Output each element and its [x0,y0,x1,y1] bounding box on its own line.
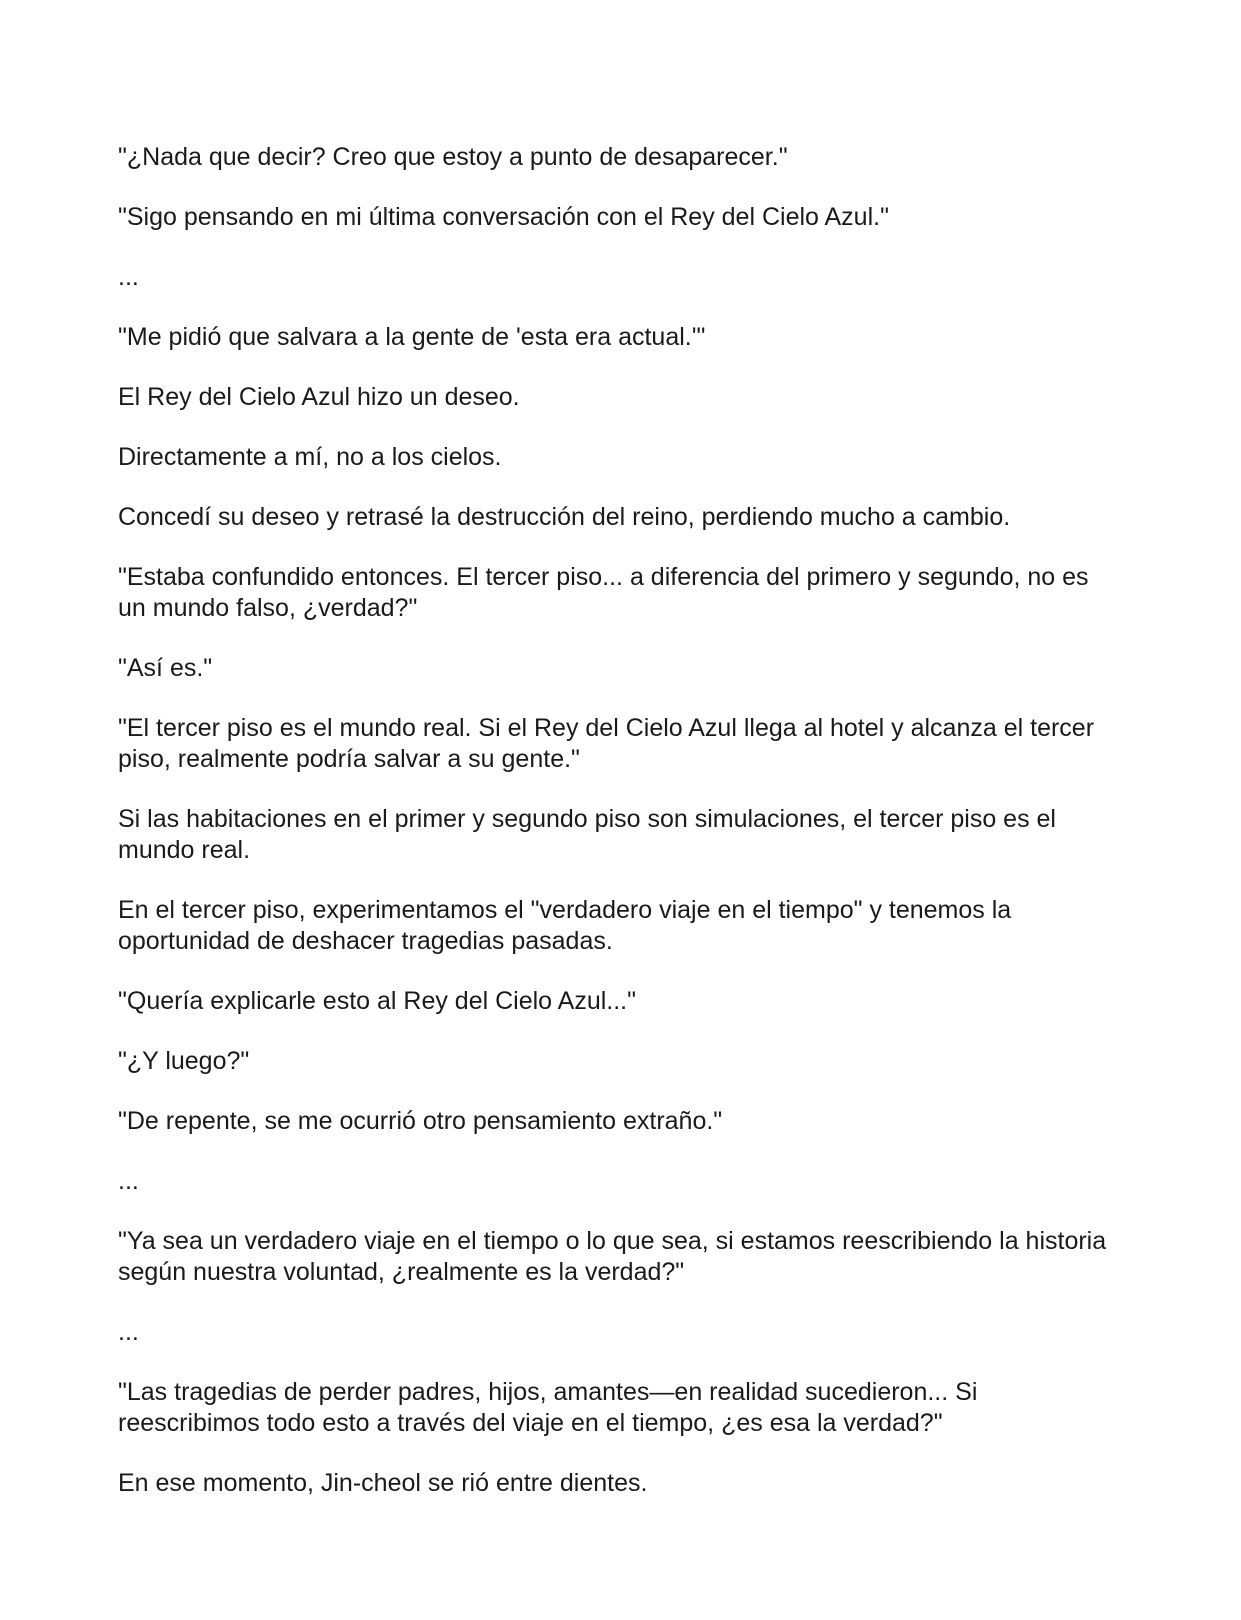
paragraph: Concedí su deseo y retrasé la destrucción del reino, perdiendo mucho a cambio. [118,503,1011,531]
paragraph: Si las habitaciones en el primer y segundo piso son simulaciones, el tercer piso es el mundo real. [118,805,1056,864]
paragraph: "Me pidió que salvara a la gente de 'esta era actual.'" [118,323,706,351]
paragraph: El Rey del Cielo Azul hizo un deseo. [118,383,520,411]
paragraph: "Así es." [118,654,213,682]
paragraph: "Las tragedias de perder padres, hijos, amantes—en realidad sucedieron... Si reescribimos todo esto a través del viaje en el tiempo, ¿es esa la verdad?" [118,1378,978,1437]
paragraph: "Estaba confundido entonces. El tercer piso... a diferencia del primero y segundo, no es un mundo falso, ¿verdad?" [118,563,1089,622]
paragraph-ellipsis: ... [118,1167,139,1195]
paragraph: "El tercer piso es el mundo real. Si el Rey del Cielo Azul llega al hotel y alcanza el tercer piso, realmente podría salvar a su gente." [118,714,1095,773]
paragraph: Directamente a mí, no a los cielos. [118,443,502,471]
document-body [118,142,1118,1528]
paragraph: En el tercer piso, experimentamos el "verdadero viaje en el tiempo" y tenemos la oportunidad de deshacer tragedias pasadas. [118,896,1012,955]
paragraph-ellipsis: ... [118,1318,139,1346]
paragraph: "Ya sea un verdadero viaje en el tiempo o lo que sea, si estamos reescribiendo la historia según nuestra voluntad, ¿realmente es la verdad?" [118,1227,1107,1286]
paragraph-ellipsis: ... [118,263,139,291]
paragraph: "De repente, se me ocurrió otro pensamiento extraño." [118,1107,723,1135]
paragraph: "Sigo pensando en mi última conversación con el Rey del Cielo Azul." [118,203,889,231]
paragraph: "Quería explicarle esto al Rey del Cielo Azul..." [118,987,636,1015]
paragraph: "¿Y luego?" [118,1047,250,1075]
paragraph: "¿Nada que decir? Creo que estoy a punto de desaparecer." [118,143,788,171]
paragraph: En ese momento, Jin-cheol se rió entre dientes. [118,1469,648,1497]
